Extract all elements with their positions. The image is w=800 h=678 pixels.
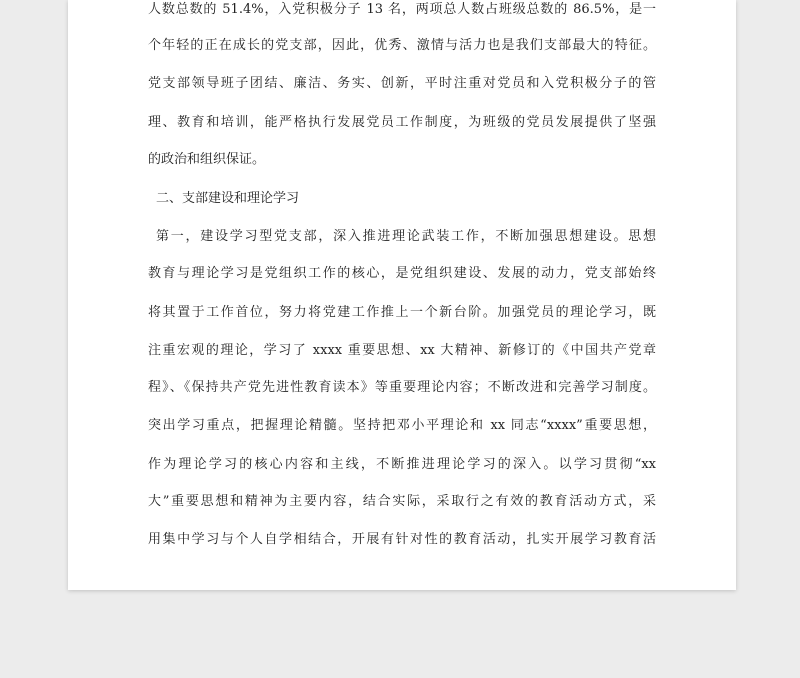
text-line: 程》、《保持共产党先进性教育读本》等重要理论内容；不断改进和完善学习制度。 xyxy=(148,380,656,395)
text-line: 大”重要思想和精神为主要内容，结合实际，采取行之有效的教育活动方式，采 xyxy=(148,494,656,509)
text-line: 教育与理论学习是党组织工作的核心，是党组织建设、发展的动力，党支部始终 xyxy=(148,266,656,281)
text-line: 党支部领导班子团结、廉洁、务实、创新，平时注重对党员和入党积极分子的管 xyxy=(148,76,656,91)
text-line: 突出学习重点，把握理论精髓。坚持把邓小平理论和 xx 同志“xxxx”重要思想， xyxy=(148,418,656,433)
text-line: 个年轻的正在成长的党支部，因此，优秀、激情与活力也是我们支部最大的特征。 xyxy=(148,38,656,53)
paragraph-first-line: 第一，建设学习型党支部，深入推进理论武装工作，不断加强思想建设。思想 xyxy=(156,229,656,244)
text-line: 将其置于工作首位，努力将党建工作推上一个新台阶。加强党员的理论学习，既 xyxy=(148,305,656,320)
document-page xyxy=(68,0,736,590)
text-line: 注重宏观的理论，学习了 xxxx 重要思想、xx 大精神、新修订的《中国共产党章 xyxy=(148,343,656,358)
text-line: 用集中学习与个人自学相结合，开展有针对性的教育活动，扎实开展学习教育活 xyxy=(148,532,656,547)
section-heading: 二、支部建设和理论学习 xyxy=(156,191,300,206)
text-line: 人数总数的 51.4%，入党积极分子 13 名，两项总人数占班级总数的 86.5%，是一 xyxy=(148,2,656,17)
text-line: 作为理论学习的核心内容和主线，不断推进理论学习的深入。以学习贯彻“xx xyxy=(148,457,656,472)
text-line: 理、教育和培训，能严格执行发展党员工作制度，为班级的党员发展提供了坚强 xyxy=(148,115,656,130)
text-line: 的政治和组织保证。 xyxy=(148,152,266,167)
